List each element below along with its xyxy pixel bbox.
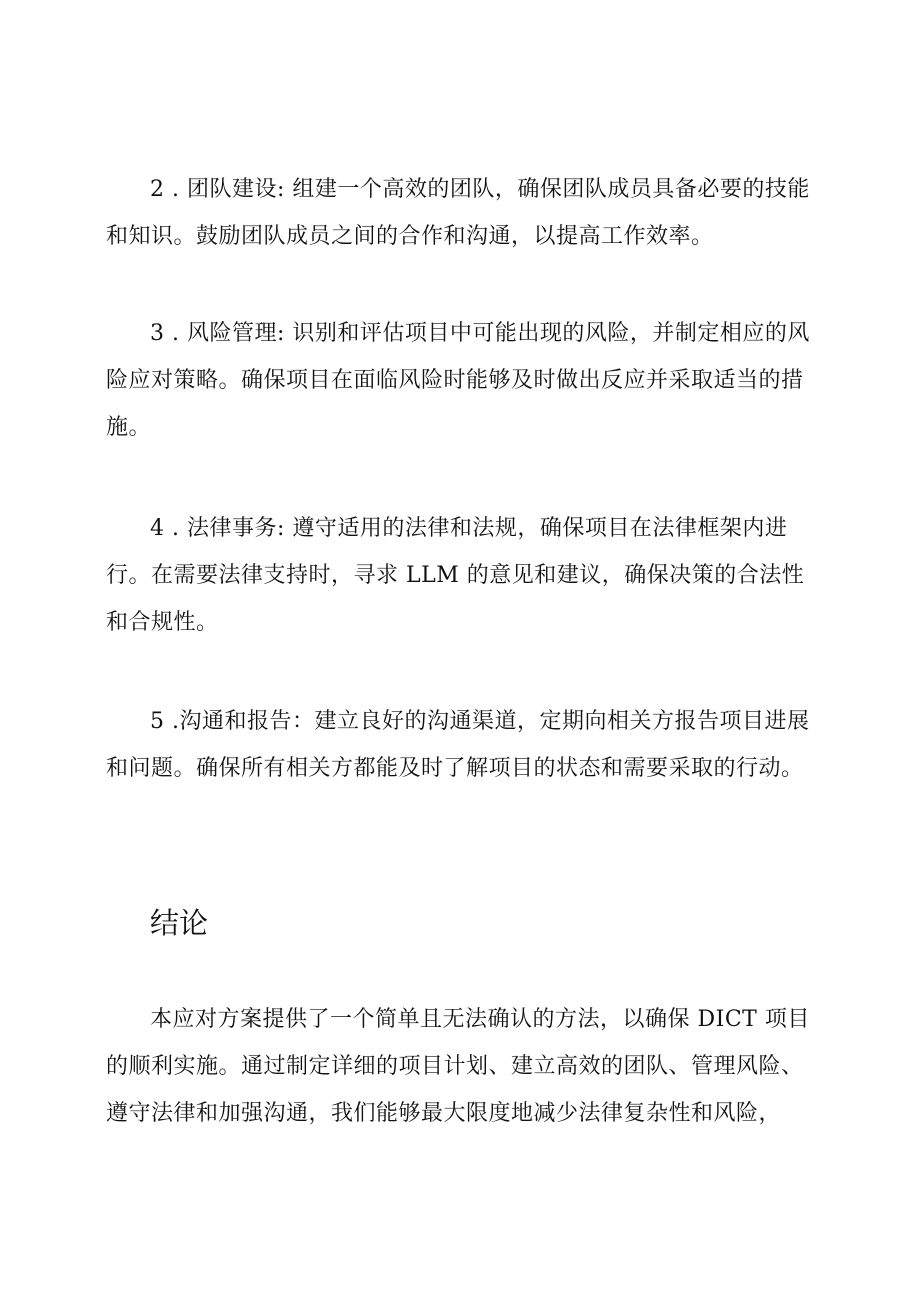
list-item-communication-reporting: 5 .沟通和报告：建立良好的沟通渠道，定期向相关方报告项目进展和问题。确保所有相关方都能及时了解项目的状态和需要采取的行动。 xyxy=(106,709,810,781)
list-item-team-building: 2 . 团队建设: 组建一个高效的团队，确保团队成员具备必要的技能和知识。鼓励团队成员之间的合作和沟通，以提高工作效率。 xyxy=(106,177,810,249)
conclusion-heading: 结论 xyxy=(150,906,209,940)
conclusion-paragraph: 本应对方案提供了一个简单且无法确认的方法，以确保 DICT 项目的顺利实施。通过制定详细的项目计划、建立高效的团队、管理风险、遵守法律和加强沟通，我们能够最大限度地减少法律复杂性和风险， xyxy=(106,1007,810,1126)
list-item-legal-affairs: 4 . 法律事务: 遵守适用的法律和法规，确保项目在法律框架内进行。在需要法律支持时，寻求 LLM 的意见和建议，确保决策的合法性和合规性。 xyxy=(106,516,805,635)
list-item-risk-management: 3 . 风险管理: 识别和评估项目中可能出现的风险，并制定相应的风险应对策略。确保项目在面临风险时能够及时做出反应并采取适当的措施。 xyxy=(106,321,810,440)
